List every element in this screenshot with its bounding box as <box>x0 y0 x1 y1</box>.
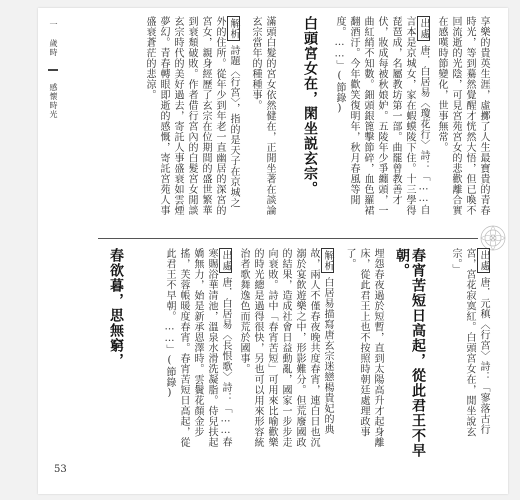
section-heading-white-hair: 白頭宮女在，閑坐説玄宗。 <box>302 16 318 196</box>
analysis-text: 白居易描寫唐玄宗迷戀楊貴妃的典故，兩人不僅春夜晚共度春宵，連白日也沉溺於宴飲遊樂之中，形影難分。但荒廢國政的結果，造成社會日益動亂，國家一步步走向衰敗。詩中「春宵苦短」可用來比喻歡樂的時光總是過得很快，另也可以用來形容統治者歌舞逸色而荒於國事。 <box>238 248 333 448</box>
book-page <box>38 8 508 494</box>
bottom-source-1 <box>432 248 490 448</box>
chapter-subtitle: 感懷時光 <box>49 83 58 119</box>
intro-poem: 享樂的貴英生涯，虛擲了人生最寶貴的青春時光，等到驀然覺醒才恍然大悟，但已喚不回流逝的光陰，可見宮苑宮女的悲歡離合實在感嘆時節變化，世事無常。 <box>436 16 489 216</box>
source-tag: 出處 <box>478 250 489 271</box>
top-source <box>328 16 430 216</box>
analysis-tag: 解析 <box>322 250 333 271</box>
source-tag: 出處 <box>418 18 429 39</box>
source-text: 唐．白居易〈瓊花行〉詩：「……自言本是京城女，家在蝦蟆陵下住。十三學得琵琶成，名屬教坊第一部。曲罷曾教善才伏，妝成每被秋娘妒。五陵年少爭纏頭，一曲紅綃不知數。鈿頭銀篦擊節碎，血色羅裙翻酒汙。今年歡笑復明年，秋月春風等閒度。……」(節錄) <box>334 16 429 216</box>
page-number: 53 <box>54 464 67 475</box>
chapter-title: 一 歲時 <box>49 20 58 57</box>
source-tag: 出處 <box>220 250 231 271</box>
analysis-tag: 解析 <box>228 18 239 39</box>
spring-night-explanation: 埋怨春夜過於短暫，直到太陽高升才起身離床，從此君王上也不按照時朝廷處理政事了。 <box>344 248 383 448</box>
heading-explanation: 滿頭白髮的宮女依然健在，正閒坐著在談論玄宗當年的種種事。 <box>250 16 275 216</box>
bottom-analysis <box>240 248 334 448</box>
section-heading-spring-end: 春欲暮，思無窮， <box>108 248 124 368</box>
source-text: 唐．元稹〈行宮〉詩：「寥落古行宮，宮花寂寞紅。白頭宮女在，閒坐說玄宗。」 <box>450 248 489 437</box>
running-head-divider <box>48 69 58 71</box>
section-heading-spring-night: 春宵苦短日高起，從此君王不早朝。 <box>394 248 426 458</box>
analysis-text: 詩題〈行宮〉，指的是天子在京城之外的住所。從年少到年老一直幽居的深宮的宮女，親身經歷了玄宗在位期間的盛世繁華到衰頹破敗。作者借行宮內的白髮宮女閒談玄宗時代的美好過去，寄託人事盛衰如雲煙夢幻。青春轉眼即逝的感慨，寄託宮苑人事盛衰蒼茫的悲涼。 <box>144 16 239 216</box>
bottom-source-2 <box>132 248 232 448</box>
top-analysis <box>118 16 240 216</box>
source-text: 唐．白居易〈長恨歌〉詩：「……春寒賜浴華清池，溫泉水滑洗凝脂。侍兒扶起嬌無力，始是新承恩澤時。雲鬢花顏金步搖，芙蓉帳暖度春宵。春宵苦短日高起，從此君王不早朝。……」(節錄) <box>164 248 231 448</box>
section-divider <box>98 238 478 239</box>
running-head <box>48 20 58 119</box>
